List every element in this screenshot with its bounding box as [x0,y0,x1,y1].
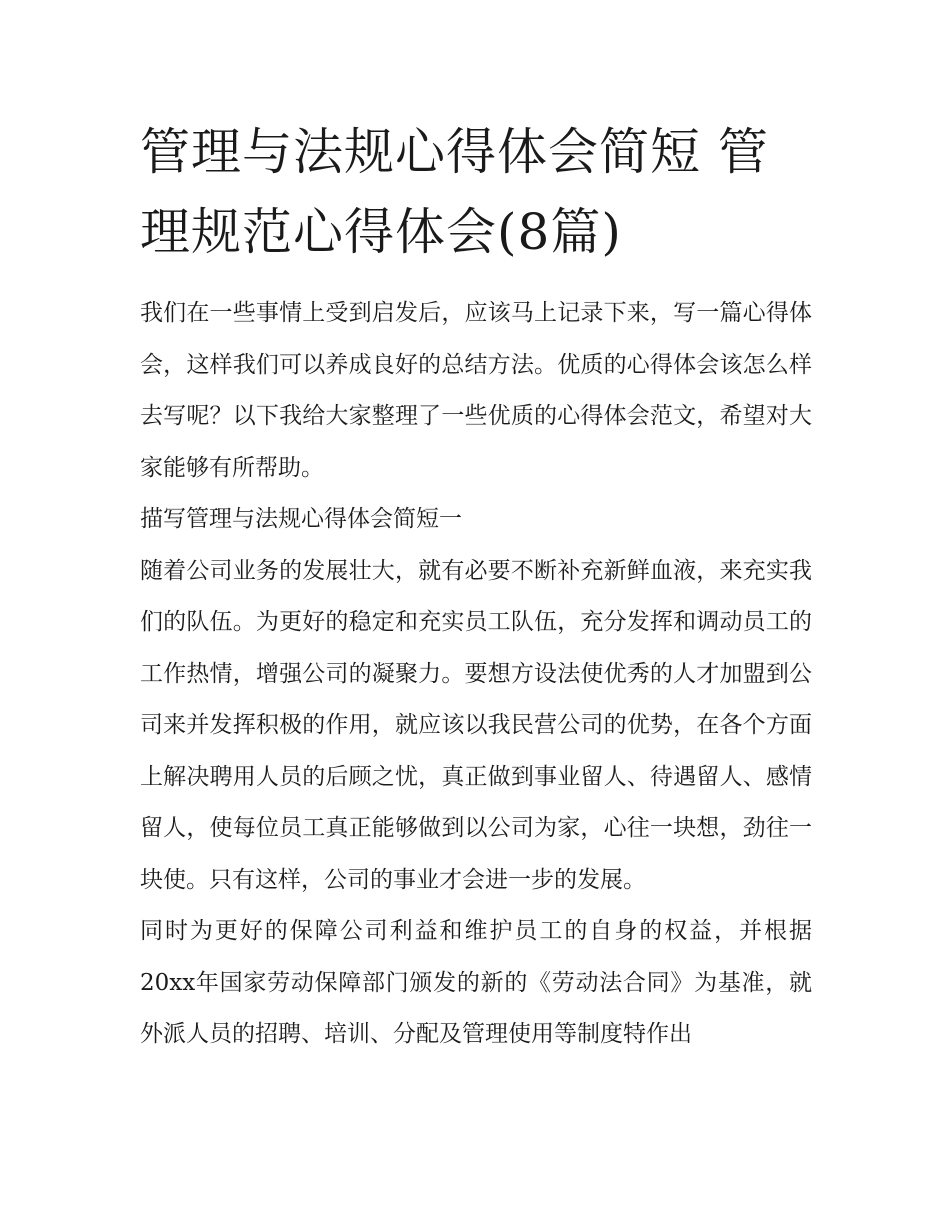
document-title: 管理与法规心得体会简短 管理规范心得体会(8篇) [140,123,769,261]
intro-paragraph: 我们在一些事情上受到启发后，应该马上记录下来，写一篇心得体会，这样我们可以养成良好的总结方法。优质的心得体会该怎么样去写呢？以下我给大家整理了一些优质的心得体会范文，希望对大家能够有所帮助。 [140,300,812,481]
section-heading: 描写管理与法规心得体会简短一 [140,506,462,532]
document-page [140,112,812,1061]
body-paragraph: 同时为更好的保障公司利益和维护员工的自身的权益，并根据20xx年国家劳动保障部门颁发的新的《劳动法合同》为基准，就外派人员的招聘、培训、分配及管理使用等制度特作出 [140,918,812,1047]
body-paragraph: 随着公司业务的发展壮大，就有必要不断补充新鲜血液，来充实我们的队伍。为更好的稳定和充实员工队伍，充分发挥和调动员工的工作热情，增强公司的凝聚力。要想方设法使优秀的人才加盟到公司来并发挥积极的作用，就应该以我民营公司的优势，在各个方面上解决聘用人员的后顾之忧，真正做到事业留人、待遇留人、感情留人，使每位员工真正能够做到以公司为家，心往一块想，劲往一块使。只有这样，公司的事业才会进一步的发展。 [140,557,812,893]
